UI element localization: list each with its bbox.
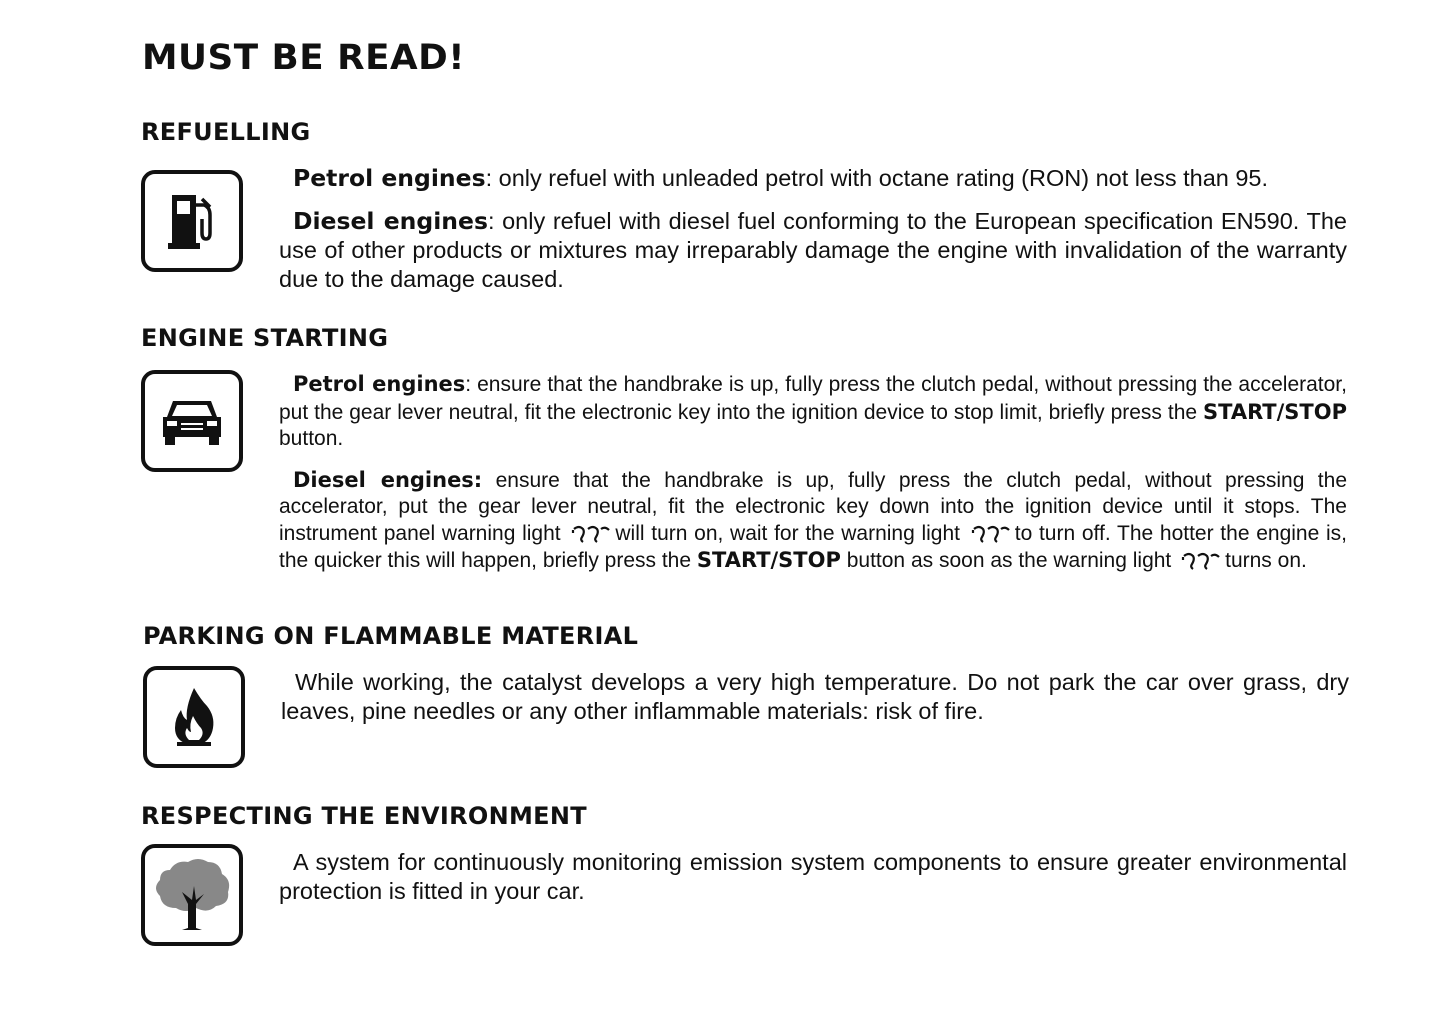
diesel-label: Diesel engines — [293, 207, 488, 235]
start-stop-label: START/STOP — [1203, 399, 1347, 424]
engine-starting-section — [141, 324, 1347, 572]
refuelling-diesel-paragraph — [279, 207, 1347, 294]
glow-plug-warning-icon — [1181, 552, 1221, 570]
engine-petrol-text: : ensure that the handbrake is up, fully press the clutch pedal, without pressing the accelerator, put the gear lever neutral, fit the electronic key into the ignition device to stop limit, briefly press the — [279, 373, 1347, 424]
glow-plug-warning-icon — [971, 525, 1011, 543]
engine-starting-heading: ENGINE STARTING — [141, 324, 389, 352]
petrol-label: Petrol engines — [293, 164, 486, 192]
parking-section — [143, 622, 1349, 724]
page-title: MUST BE READ! — [142, 38, 466, 78]
flame-icon — [143, 666, 245, 768]
refuelling-heading: REFUELLING — [141, 118, 311, 146]
engine-diesel-text-1: ensure that the handbrake is up, fully press the clutch pedal, without pressing the accelerator, put the gear lever neutral, fit the electronic key down into the ignition device until it stops. The instrument panel warning light — [279, 468, 1347, 545]
engine-diesel-text-3: to turn off. The hotter the engine is, the quicker this will happen, briefly press the — [279, 521, 1347, 572]
environment-section — [141, 802, 1347, 904]
engine-diesel-label: Diesel engines: — [293, 467, 483, 492]
engine-petrol-label: Petrol engines — [293, 372, 466, 396]
glow-plug-warning-icon — [571, 525, 611, 543]
refuelling-petrol-paragraph — [279, 164, 1347, 193]
diesel-text: : only refuel with diesel fuel conforming to the European specification EN590. The use of other products or mixtures may irreparably damage the engine with invalidation of the warranty due to the damage caused. — [279, 208, 1347, 292]
fuel-pump-icon — [141, 170, 243, 272]
petrol-text: : only refuel with unleaded petrol with octane rating (RON) not less than 95. — [485, 165, 1269, 191]
engine-diesel-text-5: turns on. — [1225, 549, 1307, 572]
environment-paragraph: A system for continuously monitoring emission system components to ensure greater environmental protection is fitted in your car. — [279, 849, 1347, 904]
engine-diesel-text-4: button as soon as the warning light — [840, 549, 1172, 572]
parking-paragraph: While working, the catalyst develops a very high temperature. Do not park the car over grass, dry leaves, pine needles or any other inflammable materials: risk of fire. — [281, 669, 1349, 724]
engine-petrol-paragraph — [279, 371, 1347, 453]
engine-petrol-text-end: button. — [279, 427, 344, 450]
parking-heading: PARKING ON FLAMMABLE MATERIAL — [143, 622, 639, 650]
tree-icon — [141, 844, 243, 946]
environment-heading: RESPECTING THE ENVIRONMENT — [141, 802, 587, 830]
refuelling-section — [141, 118, 1347, 292]
start-stop-label: START/STOP — [696, 548, 841, 572]
engine-diesel-text-2: will turn on, wait for the warning light — [615, 521, 961, 545]
car-icon — [141, 370, 243, 472]
engine-diesel-paragraph — [279, 467, 1347, 575]
